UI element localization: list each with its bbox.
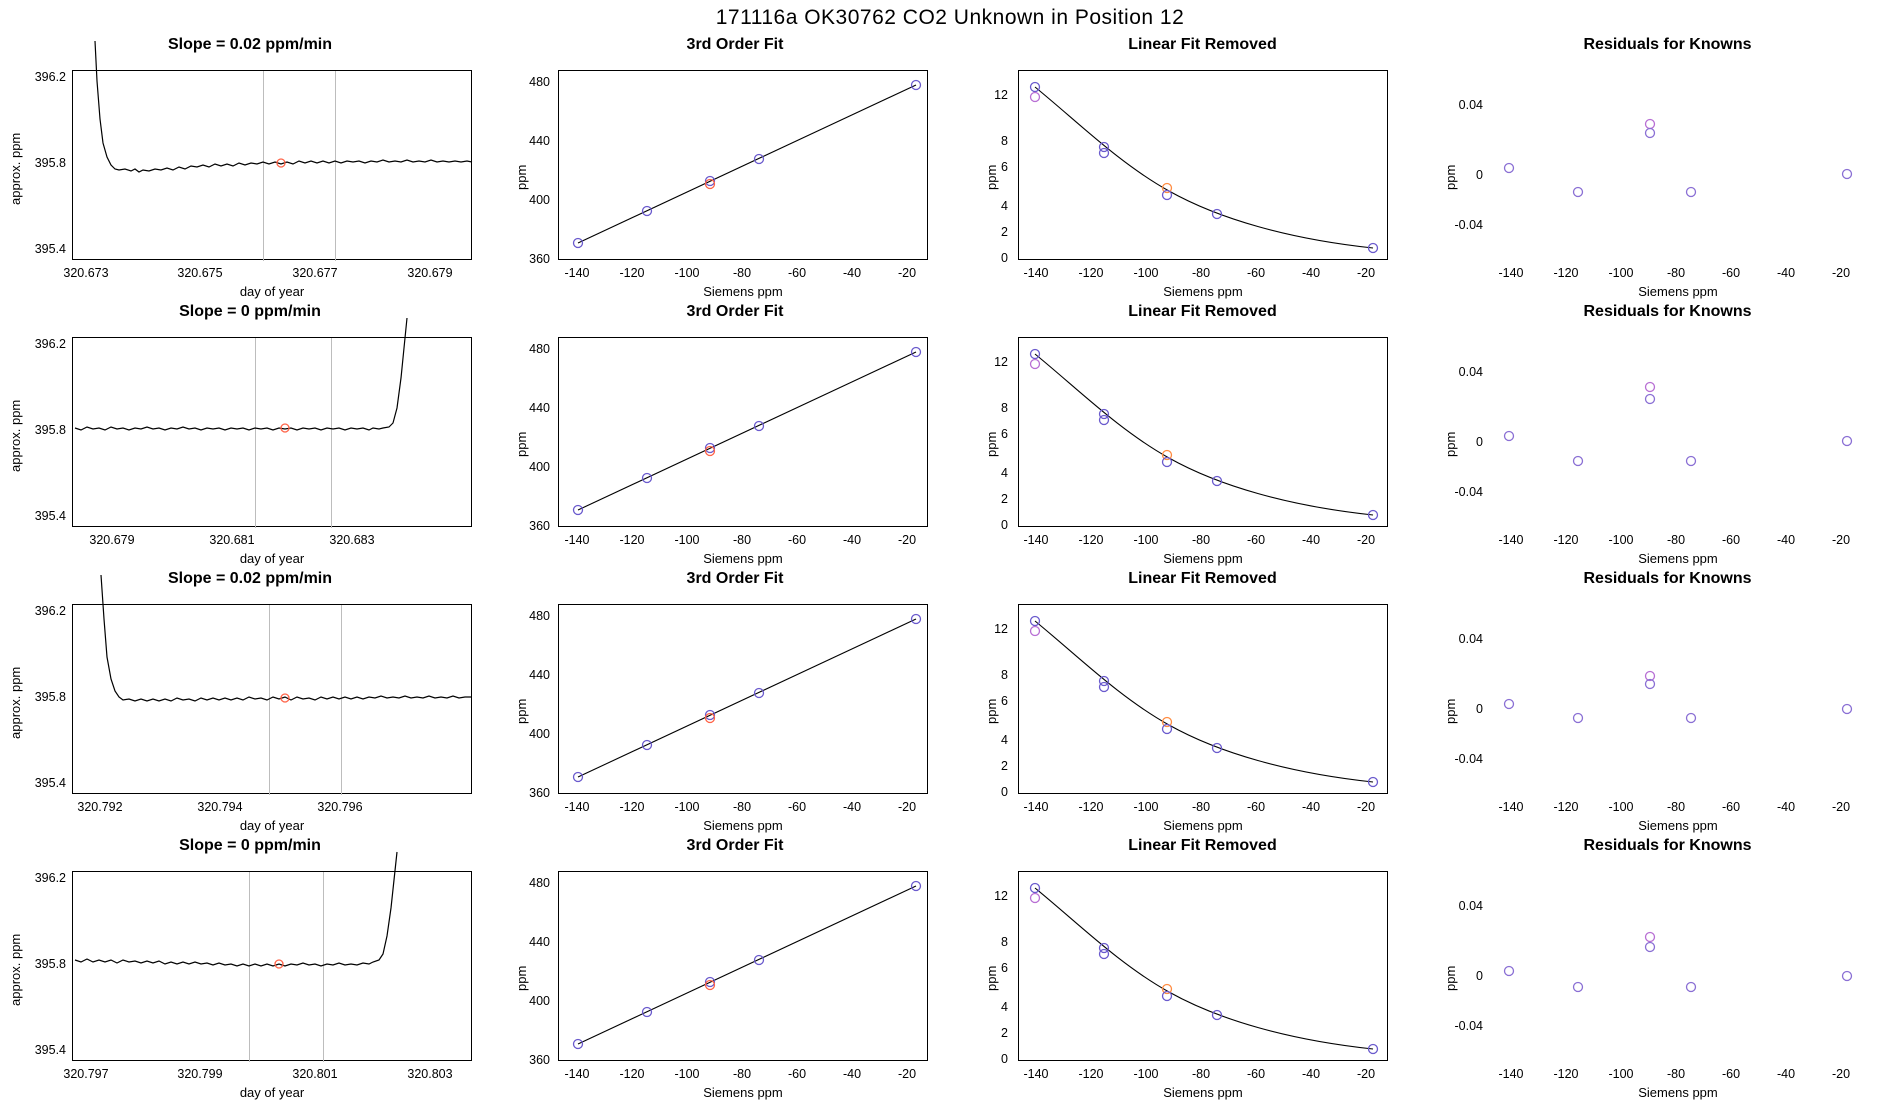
y-tick: -0.04 (1454, 485, 1483, 499)
y-tick: 0 (1476, 702, 1483, 716)
x-tick: -100 (674, 266, 700, 280)
y-tick: 0 (1001, 518, 1008, 532)
x-tick: -20 (1356, 800, 1376, 814)
residual-points (1493, 337, 1863, 527)
x-axis-title: day of year (239, 818, 305, 833)
x-tick: -120 (1553, 1067, 1579, 1081)
y-tick: 0.04 (1458, 98, 1483, 112)
x-tick: -120 (1078, 533, 1104, 547)
y-tick: 360 (529, 786, 550, 800)
x-tick: 320.797 (63, 1067, 109, 1081)
y-tick: 396.2 (34, 871, 66, 885)
panel-title: Residuals for Knowns (1583, 570, 1752, 587)
x-tick: -40 (1776, 266, 1796, 280)
x-tick: -80 (1191, 533, 1211, 547)
panel-row (0, 831, 1900, 1098)
y-tick: 8 (1001, 668, 1008, 682)
y-tick: 396.2 (34, 604, 66, 618)
x-tick: -100 (674, 1067, 700, 1081)
x-tick: -140 (1023, 266, 1049, 280)
x-tick: 320.792 (77, 800, 123, 814)
page-title: 171116a OK30762 CO2 Unknown in Position 12 (715, 6, 1185, 29)
y-tick: 12 (994, 88, 1008, 102)
timeseries-panel (0, 297, 500, 564)
x-tick: 320.683 (329, 533, 375, 547)
fit-scatter (559, 605, 929, 795)
x-tick: -20 (897, 1067, 917, 1081)
third-order-fit-panel (500, 564, 970, 831)
y-tick: 400 (529, 994, 550, 1008)
y-axis-title: ppm (984, 698, 999, 724)
y-tick: 6 (1001, 427, 1008, 441)
residual-points (1493, 604, 1863, 794)
y-tick: -0.04 (1454, 218, 1483, 232)
x-axis-title: day of year (239, 284, 305, 299)
timeseries-panel (0, 831, 500, 1098)
y-tick: 6 (1001, 961, 1008, 975)
y-tick: 395.4 (34, 776, 66, 790)
x-tick: -120 (619, 1067, 645, 1081)
timeseries-trace (73, 605, 473, 795)
x-tick: -20 (1356, 266, 1376, 280)
x-tick: -60 (1721, 800, 1741, 814)
timeseries-trace (73, 872, 473, 1062)
residuals-panel (1435, 831, 1900, 1098)
x-tick: -20 (897, 533, 917, 547)
panel-row (0, 564, 1900, 831)
x-tick: -120 (619, 800, 645, 814)
y-axis-title: ppm (1443, 698, 1458, 724)
x-tick: -60 (1246, 800, 1266, 814)
x-tick: -100 (1133, 800, 1159, 814)
x-axis-title: Siemens ppm (1638, 551, 1718, 566)
x-tick: -140 (564, 1067, 590, 1081)
x-axis-title: Siemens ppm (703, 1085, 783, 1100)
y-tick: 0.04 (1458, 632, 1483, 646)
x-tick: -80 (732, 800, 752, 814)
y-tick: 440 (529, 668, 550, 682)
y-tick: 0 (1476, 969, 1483, 983)
x-tick: -40 (842, 533, 862, 547)
x-tick: -80 (1191, 800, 1211, 814)
panel-title: Residuals for Knowns (1583, 36, 1752, 53)
x-tick: -40 (1301, 1067, 1321, 1081)
x-axis-title: day of year (239, 1085, 305, 1100)
panel-title: 3rd Order Fit (686, 303, 784, 320)
x-tick: -140 (564, 266, 590, 280)
x-tick: -80 (1191, 1067, 1211, 1081)
y-axis-title: ppm (1443, 965, 1458, 991)
x-tick: -60 (1246, 533, 1266, 547)
x-tick: -80 (1666, 1067, 1686, 1081)
y-tick: 0 (1001, 785, 1008, 799)
third-order-fit-panel (500, 30, 970, 297)
y-tick: 480 (529, 876, 550, 890)
y-tick: 0 (1001, 251, 1008, 265)
timeseries-trace (73, 71, 473, 261)
x-tick: -60 (1246, 1067, 1266, 1081)
y-tick: 480 (529, 609, 550, 623)
residuals-panel (1435, 564, 1900, 831)
y-tick: 400 (529, 727, 550, 741)
y-axis-title: ppm (514, 431, 529, 457)
y-tick: 360 (529, 519, 550, 533)
y-tick: 480 (529, 342, 550, 356)
y-tick: 440 (529, 134, 550, 148)
x-axis-title: Siemens ppm (1163, 551, 1243, 566)
x-tick: -20 (1831, 266, 1851, 280)
x-tick: 320.675 (177, 266, 223, 280)
x-tick: -20 (1831, 1067, 1851, 1081)
residual-curve (1019, 71, 1389, 261)
y-tick: 396.2 (34, 337, 66, 351)
residuals-panel (1435, 297, 1900, 564)
x-tick: 320.679 (89, 533, 135, 547)
x-tick: -40 (1776, 533, 1796, 547)
y-tick: 2 (1001, 1026, 1008, 1040)
x-tick: -80 (732, 533, 752, 547)
panel-title: Linear Fit Removed (1128, 303, 1277, 320)
x-tick: -100 (674, 533, 700, 547)
x-tick: -20 (897, 266, 917, 280)
x-tick: -20 (1356, 533, 1376, 547)
x-tick: -140 (1023, 1067, 1049, 1081)
residual-curve (1019, 872, 1389, 1062)
x-tick: -100 (1608, 266, 1634, 280)
linear-fit-removed-panel (970, 297, 1435, 564)
y-tick: 8 (1001, 935, 1008, 949)
x-tick: 320.799 (177, 1067, 223, 1081)
x-tick: -80 (1191, 266, 1211, 280)
x-tick: -20 (1831, 533, 1851, 547)
y-axis-title: approx. ppm (8, 666, 23, 739)
x-tick: -80 (732, 266, 752, 280)
x-tick: -60 (787, 800, 807, 814)
y-tick: 6 (1001, 694, 1008, 708)
y-tick: 395.4 (34, 1043, 66, 1057)
fit-scatter (559, 872, 929, 1062)
y-tick: 440 (529, 401, 550, 415)
x-axis-title: Siemens ppm (1638, 284, 1718, 299)
y-tick: 395.4 (34, 242, 66, 256)
y-axis-title: ppm (1443, 164, 1458, 190)
linear-fit-removed-panel (970, 30, 1435, 297)
x-tick: -40 (1301, 800, 1321, 814)
residuals-panel (1435, 30, 1900, 297)
y-tick: 4 (1001, 733, 1008, 747)
y-tick: 6 (1001, 160, 1008, 174)
x-tick: 320.801 (292, 1067, 338, 1081)
y-tick: 480 (529, 75, 550, 89)
x-axis-title: Siemens ppm (703, 284, 783, 299)
y-tick: 360 (529, 252, 550, 266)
x-tick: -100 (1608, 800, 1634, 814)
slope-title: Slope = 0 ppm/min (179, 303, 321, 320)
x-tick: -60 (787, 1067, 807, 1081)
residual-curve (1019, 605, 1389, 795)
y-axis-title: approx. ppm (8, 399, 23, 472)
y-tick: 0 (1001, 1052, 1008, 1066)
y-tick: -0.04 (1454, 752, 1483, 766)
x-tick: -40 (842, 1067, 862, 1081)
x-tick: -80 (732, 1067, 752, 1081)
x-tick: 320.794 (197, 800, 243, 814)
x-tick: -140 (1023, 800, 1049, 814)
x-tick: -40 (1776, 800, 1796, 814)
slope-title: Slope = 0.02 ppm/min (167, 570, 333, 587)
x-tick: -120 (619, 533, 645, 547)
panel-title: 3rd Order Fit (686, 837, 784, 854)
x-tick: -100 (1133, 1067, 1159, 1081)
y-axis-title: ppm (1443, 431, 1458, 457)
x-axis-title: Siemens ppm (1163, 818, 1243, 833)
x-tick: -120 (1078, 800, 1104, 814)
x-tick: -120 (1553, 800, 1579, 814)
fit-scatter (559, 338, 929, 528)
y-tick: 0.04 (1458, 899, 1483, 913)
panel-title: 3rd Order Fit (686, 570, 784, 587)
y-tick: 4 (1001, 1000, 1008, 1014)
x-tick: -60 (787, 533, 807, 547)
y-tick: 4 (1001, 199, 1008, 213)
x-tick: 320.673 (63, 266, 109, 280)
y-tick: 0 (1476, 435, 1483, 449)
panel-title: Linear Fit Removed (1128, 570, 1277, 587)
x-tick: -140 (1498, 800, 1524, 814)
x-tick: -120 (1078, 266, 1104, 280)
x-tick: -40 (1301, 266, 1321, 280)
fit-scatter (559, 71, 929, 261)
panel-row (0, 297, 1900, 564)
y-tick: 12 (994, 622, 1008, 636)
y-tick: 395.8 (34, 156, 66, 170)
linear-fit-removed-panel (970, 564, 1435, 831)
x-tick: -60 (1246, 266, 1266, 280)
y-tick: 395.8 (34, 957, 66, 971)
linear-fit-removed-panel (970, 831, 1435, 1098)
x-tick: -80 (1666, 266, 1686, 280)
panel-title: Residuals for Knowns (1583, 837, 1752, 854)
x-axis-title: Siemens ppm (703, 818, 783, 833)
x-tick: -140 (564, 533, 590, 547)
y-tick: 395.8 (34, 690, 66, 704)
y-axis-title: ppm (514, 965, 529, 991)
x-tick: -140 (1498, 266, 1524, 280)
panel-title: Residuals for Knowns (1583, 303, 1752, 320)
y-tick: 360 (529, 1053, 550, 1067)
x-tick: -20 (897, 800, 917, 814)
x-tick: -40 (842, 266, 862, 280)
y-tick: 8 (1001, 401, 1008, 415)
y-tick: 12 (994, 889, 1008, 903)
x-tick: -60 (1721, 266, 1741, 280)
panel-title: Linear Fit Removed (1128, 837, 1277, 854)
y-tick: 395.4 (34, 509, 66, 523)
x-tick: -140 (1498, 533, 1524, 547)
x-tick: -120 (619, 266, 645, 280)
timeseries-trace (73, 338, 473, 528)
x-tick: -20 (1831, 800, 1851, 814)
y-axis-title: approx. ppm (8, 933, 23, 1006)
x-tick: -140 (1498, 1067, 1524, 1081)
x-axis-title: Siemens ppm (1163, 284, 1243, 299)
x-tick: 320.681 (209, 533, 255, 547)
x-tick: -40 (842, 800, 862, 814)
x-tick: 320.677 (292, 266, 338, 280)
y-tick: 0 (1476, 168, 1483, 182)
x-tick: -60 (1721, 533, 1741, 547)
panel-grid (0, 30, 1900, 1100)
x-tick: -40 (1301, 533, 1321, 547)
x-tick: 320.803 (407, 1067, 453, 1081)
x-axis-title: Siemens ppm (1638, 1085, 1718, 1100)
y-tick: 4 (1001, 466, 1008, 480)
y-axis-title: ppm (984, 965, 999, 991)
panel-title: 3rd Order Fit (686, 36, 784, 53)
y-tick: 440 (529, 935, 550, 949)
y-tick: 396.2 (34, 70, 66, 84)
x-tick: -140 (1023, 533, 1049, 547)
y-tick: 0.04 (1458, 365, 1483, 379)
x-tick: -80 (1666, 533, 1686, 547)
panel-row (0, 30, 1900, 297)
x-tick: -40 (1776, 1067, 1796, 1081)
x-tick: -120 (1553, 533, 1579, 547)
x-tick: -120 (1553, 266, 1579, 280)
residual-curve (1019, 338, 1389, 528)
x-tick: -80 (1666, 800, 1686, 814)
y-axis-title: approx. ppm (8, 132, 23, 205)
x-tick: 320.796 (317, 800, 363, 814)
x-axis-title: Siemens ppm (1163, 1085, 1243, 1100)
y-tick: 2 (1001, 225, 1008, 239)
y-axis-title: ppm (514, 164, 529, 190)
x-tick: -60 (1721, 1067, 1741, 1081)
residual-points (1493, 871, 1863, 1061)
x-tick: 320.679 (407, 266, 453, 280)
y-tick: 8 (1001, 134, 1008, 148)
timeseries-panel (0, 564, 500, 831)
y-tick: 400 (529, 460, 550, 474)
x-tick: -140 (564, 800, 590, 814)
x-tick: -100 (1608, 1067, 1634, 1081)
y-axis-title: ppm (984, 164, 999, 190)
x-tick: -100 (1133, 533, 1159, 547)
y-tick: 395.8 (34, 423, 66, 437)
x-axis-title: Siemens ppm (703, 551, 783, 566)
residual-points (1493, 70, 1863, 260)
x-tick: -100 (1608, 533, 1634, 547)
x-axis-title: Siemens ppm (1638, 818, 1718, 833)
third-order-fit-panel (500, 297, 970, 564)
x-tick: -20 (1356, 1067, 1376, 1081)
y-tick: 400 (529, 193, 550, 207)
timeseries-panel (0, 30, 500, 297)
x-tick: -120 (1078, 1067, 1104, 1081)
y-tick: -0.04 (1454, 1019, 1483, 1033)
slope-title: Slope = 0 ppm/min (179, 837, 321, 854)
y-tick: 2 (1001, 492, 1008, 506)
x-tick: -60 (787, 266, 807, 280)
y-axis-title: ppm (514, 698, 529, 724)
x-tick: -100 (674, 800, 700, 814)
panel-title: Linear Fit Removed (1128, 36, 1277, 53)
x-axis-title: day of year (239, 551, 305, 566)
y-axis-title: ppm (984, 431, 999, 457)
third-order-fit-panel (500, 831, 970, 1098)
y-tick: 2 (1001, 759, 1008, 773)
y-tick: 12 (994, 355, 1008, 369)
x-tick: -100 (1133, 266, 1159, 280)
slope-title: Slope = 0.02 ppm/min (167, 36, 333, 53)
